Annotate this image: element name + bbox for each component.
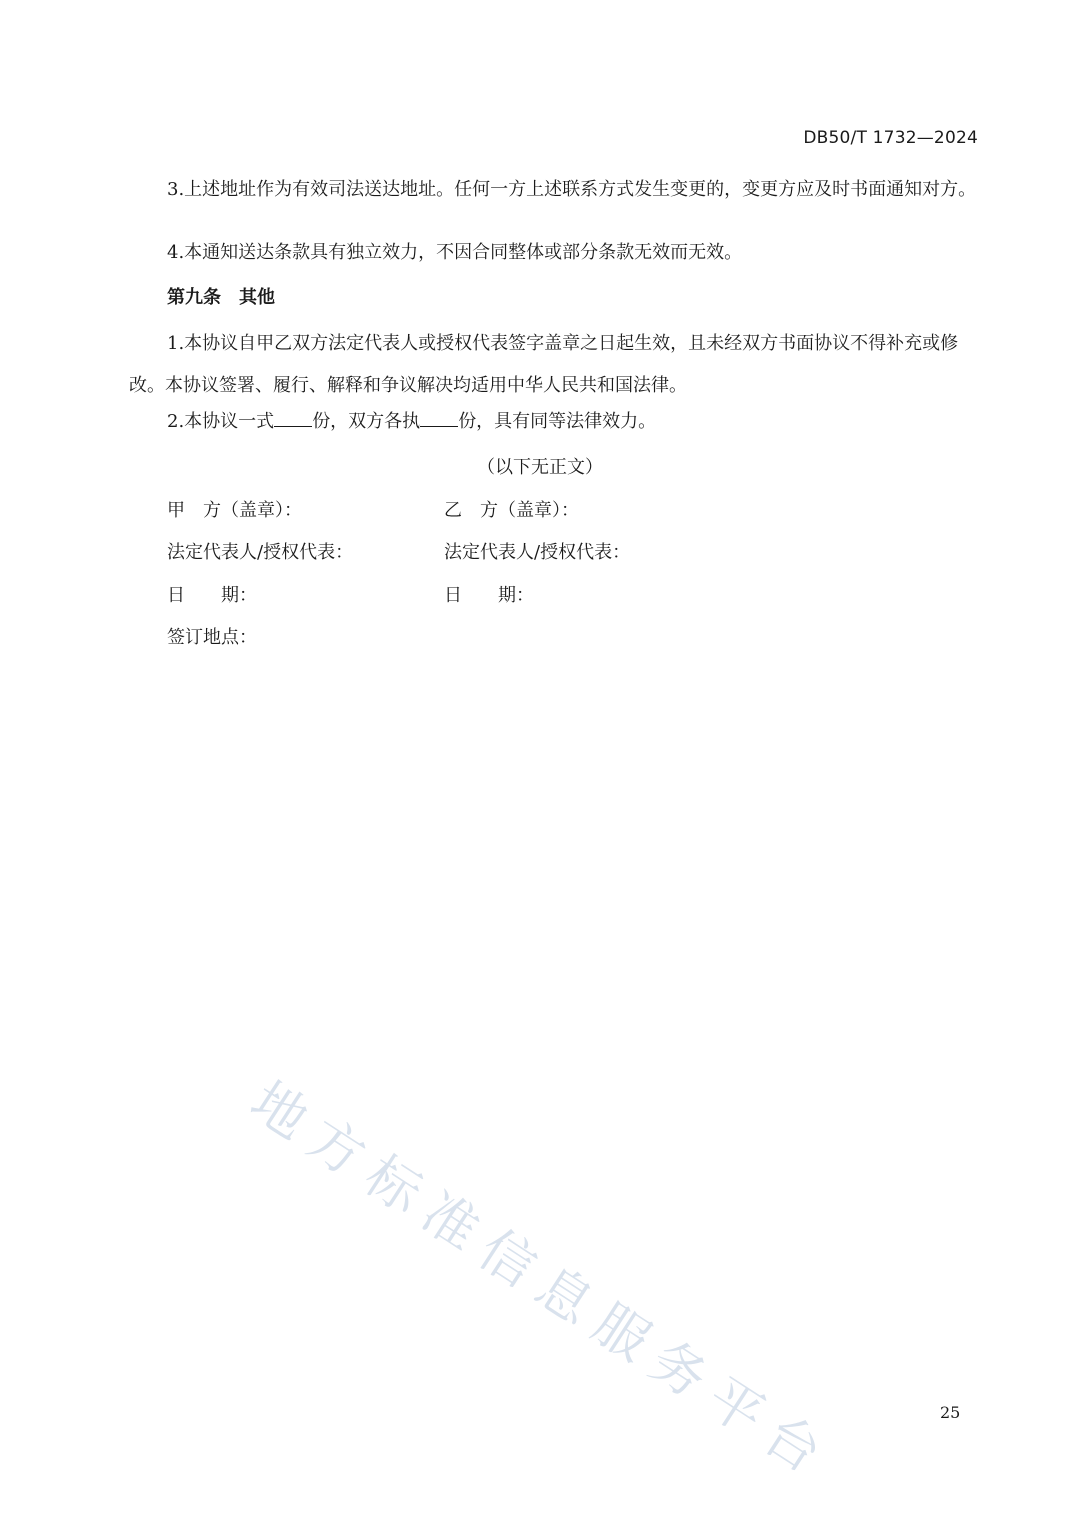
copies-total-blank: [274, 408, 312, 427]
party-a-date-label: 日 期：: [167, 585, 257, 606]
party-a-seal-label: 甲 方（盖章）：: [167, 500, 302, 521]
copies-each-blank: [420, 408, 458, 427]
document-code: DB50/T 1732—2024: [803, 128, 978, 148]
signing-place-label: 签订地点：: [167, 627, 257, 648]
page-number: 25: [940, 1403, 961, 1422]
article-9-clause-1: 1.本协议自甲乙双方法定代表人或授权代表签字盖章之日起生效，且未经双方书面协议不得补充或修改。本协议签署、履行、解释和争议解决均适用中华人民共和国法律。: [129, 333, 959, 396]
end-of-text-note: （以下无正文）: [477, 457, 603, 478]
party-b-rep-label: 法定代表人/授权代表：: [444, 542, 631, 563]
clause-4: 4.本通知送达条款具有独立效力，不因合同整体或部分条款无效而无效。: [167, 242, 743, 263]
clause-3: 3.上述地址作为有效司法送达地址。任何一方上述联系方式发生变更的，变更方应及时书面通知对方。: [167, 179, 977, 200]
party-a-rep-label: 法定代表人/授权代表：: [167, 542, 354, 563]
watermark: 地方标准信息服务平台: [239, 1069, 845, 1493]
party-b-date-label: 日 期：: [444, 585, 534, 606]
party-b-seal-label: 乙 方（盖章）：: [444, 500, 579, 521]
article-9-clause-2: 2.本协议一式 份，双方各执 份，具有同等法律效力。: [129, 407, 979, 436]
article-9-heading: 第九条 其他: [167, 287, 275, 308]
